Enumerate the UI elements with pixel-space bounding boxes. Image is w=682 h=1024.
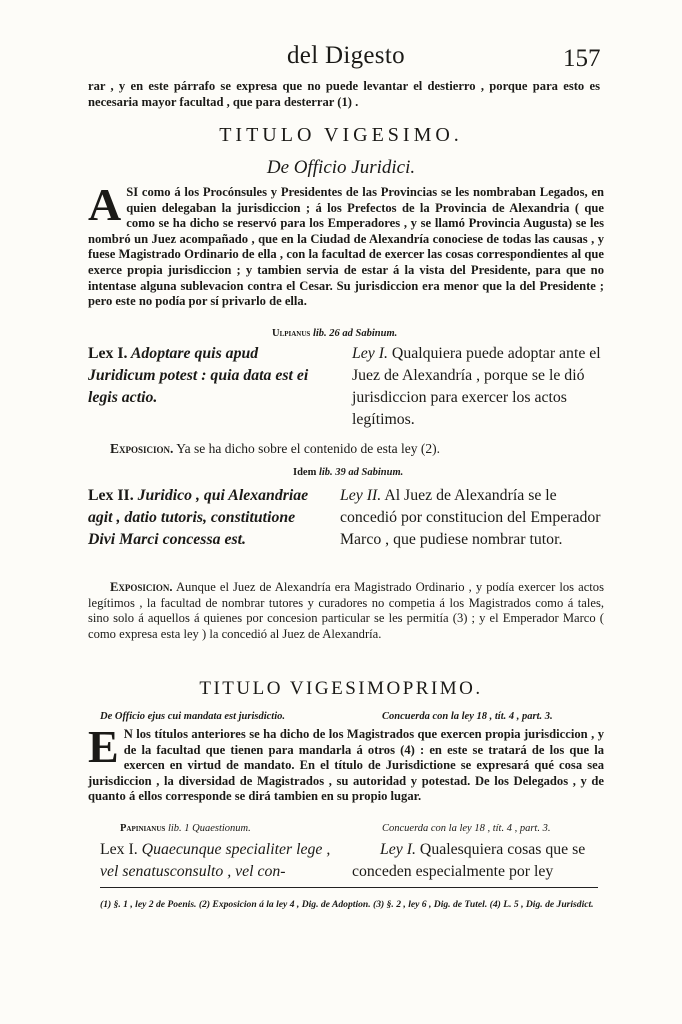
- source-author: Ulpianus: [272, 328, 311, 339]
- ley-2-spanish: [340, 485, 616, 551]
- intro-paragraph: rar , y en este párrafo se expresa que no puede levantar el destierro , porque para esto es necesaria mayor facultad , que para desterrar (1) .: [88, 79, 600, 109]
- page-number: 157: [563, 45, 601, 72]
- source-ulpianus: [272, 328, 397, 339]
- lex-1-latin-t21: [100, 839, 340, 883]
- ley-1-spanish: [352, 343, 614, 431]
- dropcap-e: E: [88, 721, 119, 772]
- lex-label: Lex I.: [88, 345, 128, 362]
- ley-label: Ley I.: [380, 841, 416, 858]
- ley-text: Al Juez de Alexandría se le concedió por constitucion del Emperador Marco , que pudiese nombrar tutor.: [340, 487, 601, 548]
- exposicion-label: Exposicion.: [110, 580, 173, 594]
- lex-label: Lex I.: [100, 841, 138, 858]
- lex-text: Quaecunque specialiter lege , vel senatusconsulto , vel con-: [100, 841, 331, 880]
- source-reference: lib. 39 ad Sabinum.: [318, 467, 404, 478]
- titulo-20-text: SI como á los Procónsules y Presidentes de las Provincias se les nombraban Legados, en quien delegaban la jurisdiccion ; á los Prefectos de la Provincia de Alexandria ( que como se ha dicho se reservó para los Emperadores , y se llamó Provincia Augusta) se les nombró un Juez acompañado , que en la Ciudad de Alexandría conociese de todas las causas , y fuese Magistrado Ordinario de ella , con la facultad de exercer las cosas correspondientes al que exerce propia jurisdiccion ; y tambien servia de estar á la vista del Presidente, para que no intentase alguna sublevacion contra el Cesar. Su jurisdiccion era menor que la del Presidente ; pero este no podía por sí privarlo de ella.: [88, 185, 604, 309]
- source-idem: [293, 467, 403, 478]
- footnote-rule: [100, 887, 598, 888]
- page-header: [0, 42, 682, 82]
- source-papinianus: [120, 823, 251, 834]
- exposicion-label: Exposicion.: [110, 441, 174, 456]
- titulo-20-heading: TITULO VIGESIMO.: [219, 124, 463, 146]
- lex-1-latin: [88, 343, 318, 409]
- titulo-21-subtitle-left: De Officio ejus cui mandata est jurisdictio.: [100, 711, 286, 722]
- source-author: Idem: [293, 467, 317, 478]
- ley-label: Ley I.: [352, 345, 388, 362]
- ley-label: Ley II.: [340, 487, 382, 504]
- titulo-21-text: N los títulos anteriores se ha dicho de los Magistrados que exercen propia jurisdiccion , y de la facultad que tienen para mandarla á otros (4) : en este se tratará de los que la exercen en virtud de mandato. En el título de Jurisdictione se expresará qué cosa sea jurisdiccion , la diversidad de Magistrados , su autoridad y potestad. De los Delegados , y de quanto á ellos corresponde se dirá tambien en su propio lugar.: [88, 727, 604, 804]
- source-concuerda: Concuerda con la ley 18 , tít. 4 , part. 3.: [382, 823, 551, 834]
- dropcap-a: A: [88, 179, 122, 230]
- ley-text: Qualesquiera cosas que se conceden especialmente por ley: [352, 841, 586, 880]
- lex-text: Adoptare quis apud Juridicum potest : quia data est ei legis actio.: [88, 345, 309, 406]
- titulo-21-subtitle-right: Concuerda con la ley 18 , tít. 4 , part. 3.: [382, 711, 553, 722]
- source-author: Papinianus: [120, 823, 166, 834]
- ley-1-spanish-t21: [352, 839, 614, 883]
- ley-text: Qualquiera puede adoptar ante el Juez de Alexandría , porque se le dió jurisdiccion para exercer los actos legítimos.: [352, 345, 601, 428]
- exposicion-text: Ya se ha dicho sobre el contenido de esta ley (2).: [176, 441, 440, 456]
- source-reference: lib. 26 ad Sabinum.: [312, 328, 398, 339]
- source-reference: lib. 1 Quaestionum.: [167, 823, 251, 834]
- lex-text: Juridico , qui Alexandriae agit , datio tutoris, constitutione Divi Marci concessa est.: [88, 487, 309, 548]
- exposicion-2: [88, 580, 604, 642]
- exposicion-text: Aunque el Juez de Alexandría era Magistrado Ordinario , y podía exercer los actos legítimos , la facultad de nombrar tutores y curadores no competia á los Magistrados como á tales, sino solo á aquellos á quienes por concesion particular se les permitía (3) ; y el Emperador Marco ( como expresa esta ley ) la concedió al Juez de Alexandría.: [88, 580, 604, 641]
- running-title: del Digesto: [287, 42, 405, 69]
- titulo-21-heading: TITULO VIGESIMOPRIMO.: [199, 678, 483, 699]
- titulo-20-paragraph: [88, 179, 604, 310]
- lex-2-latin: [88, 485, 320, 551]
- titulo-21-paragraph: [88, 721, 604, 805]
- footnotes: (1) §. 1 , ley 2 de Poenis. (2) Exposicion á la ley 4 , Dig. de Adoption. (3) §. 2 , ley 6 , Dig. de Tutel. (4) L. 5 , Dig. de Jurisdict.: [100, 899, 594, 910]
- lex-label: Lex II.: [88, 487, 134, 504]
- exposicion-1: [110, 441, 600, 457]
- titulo-20-subheading: De Officio Juridici.: [266, 157, 416, 178]
